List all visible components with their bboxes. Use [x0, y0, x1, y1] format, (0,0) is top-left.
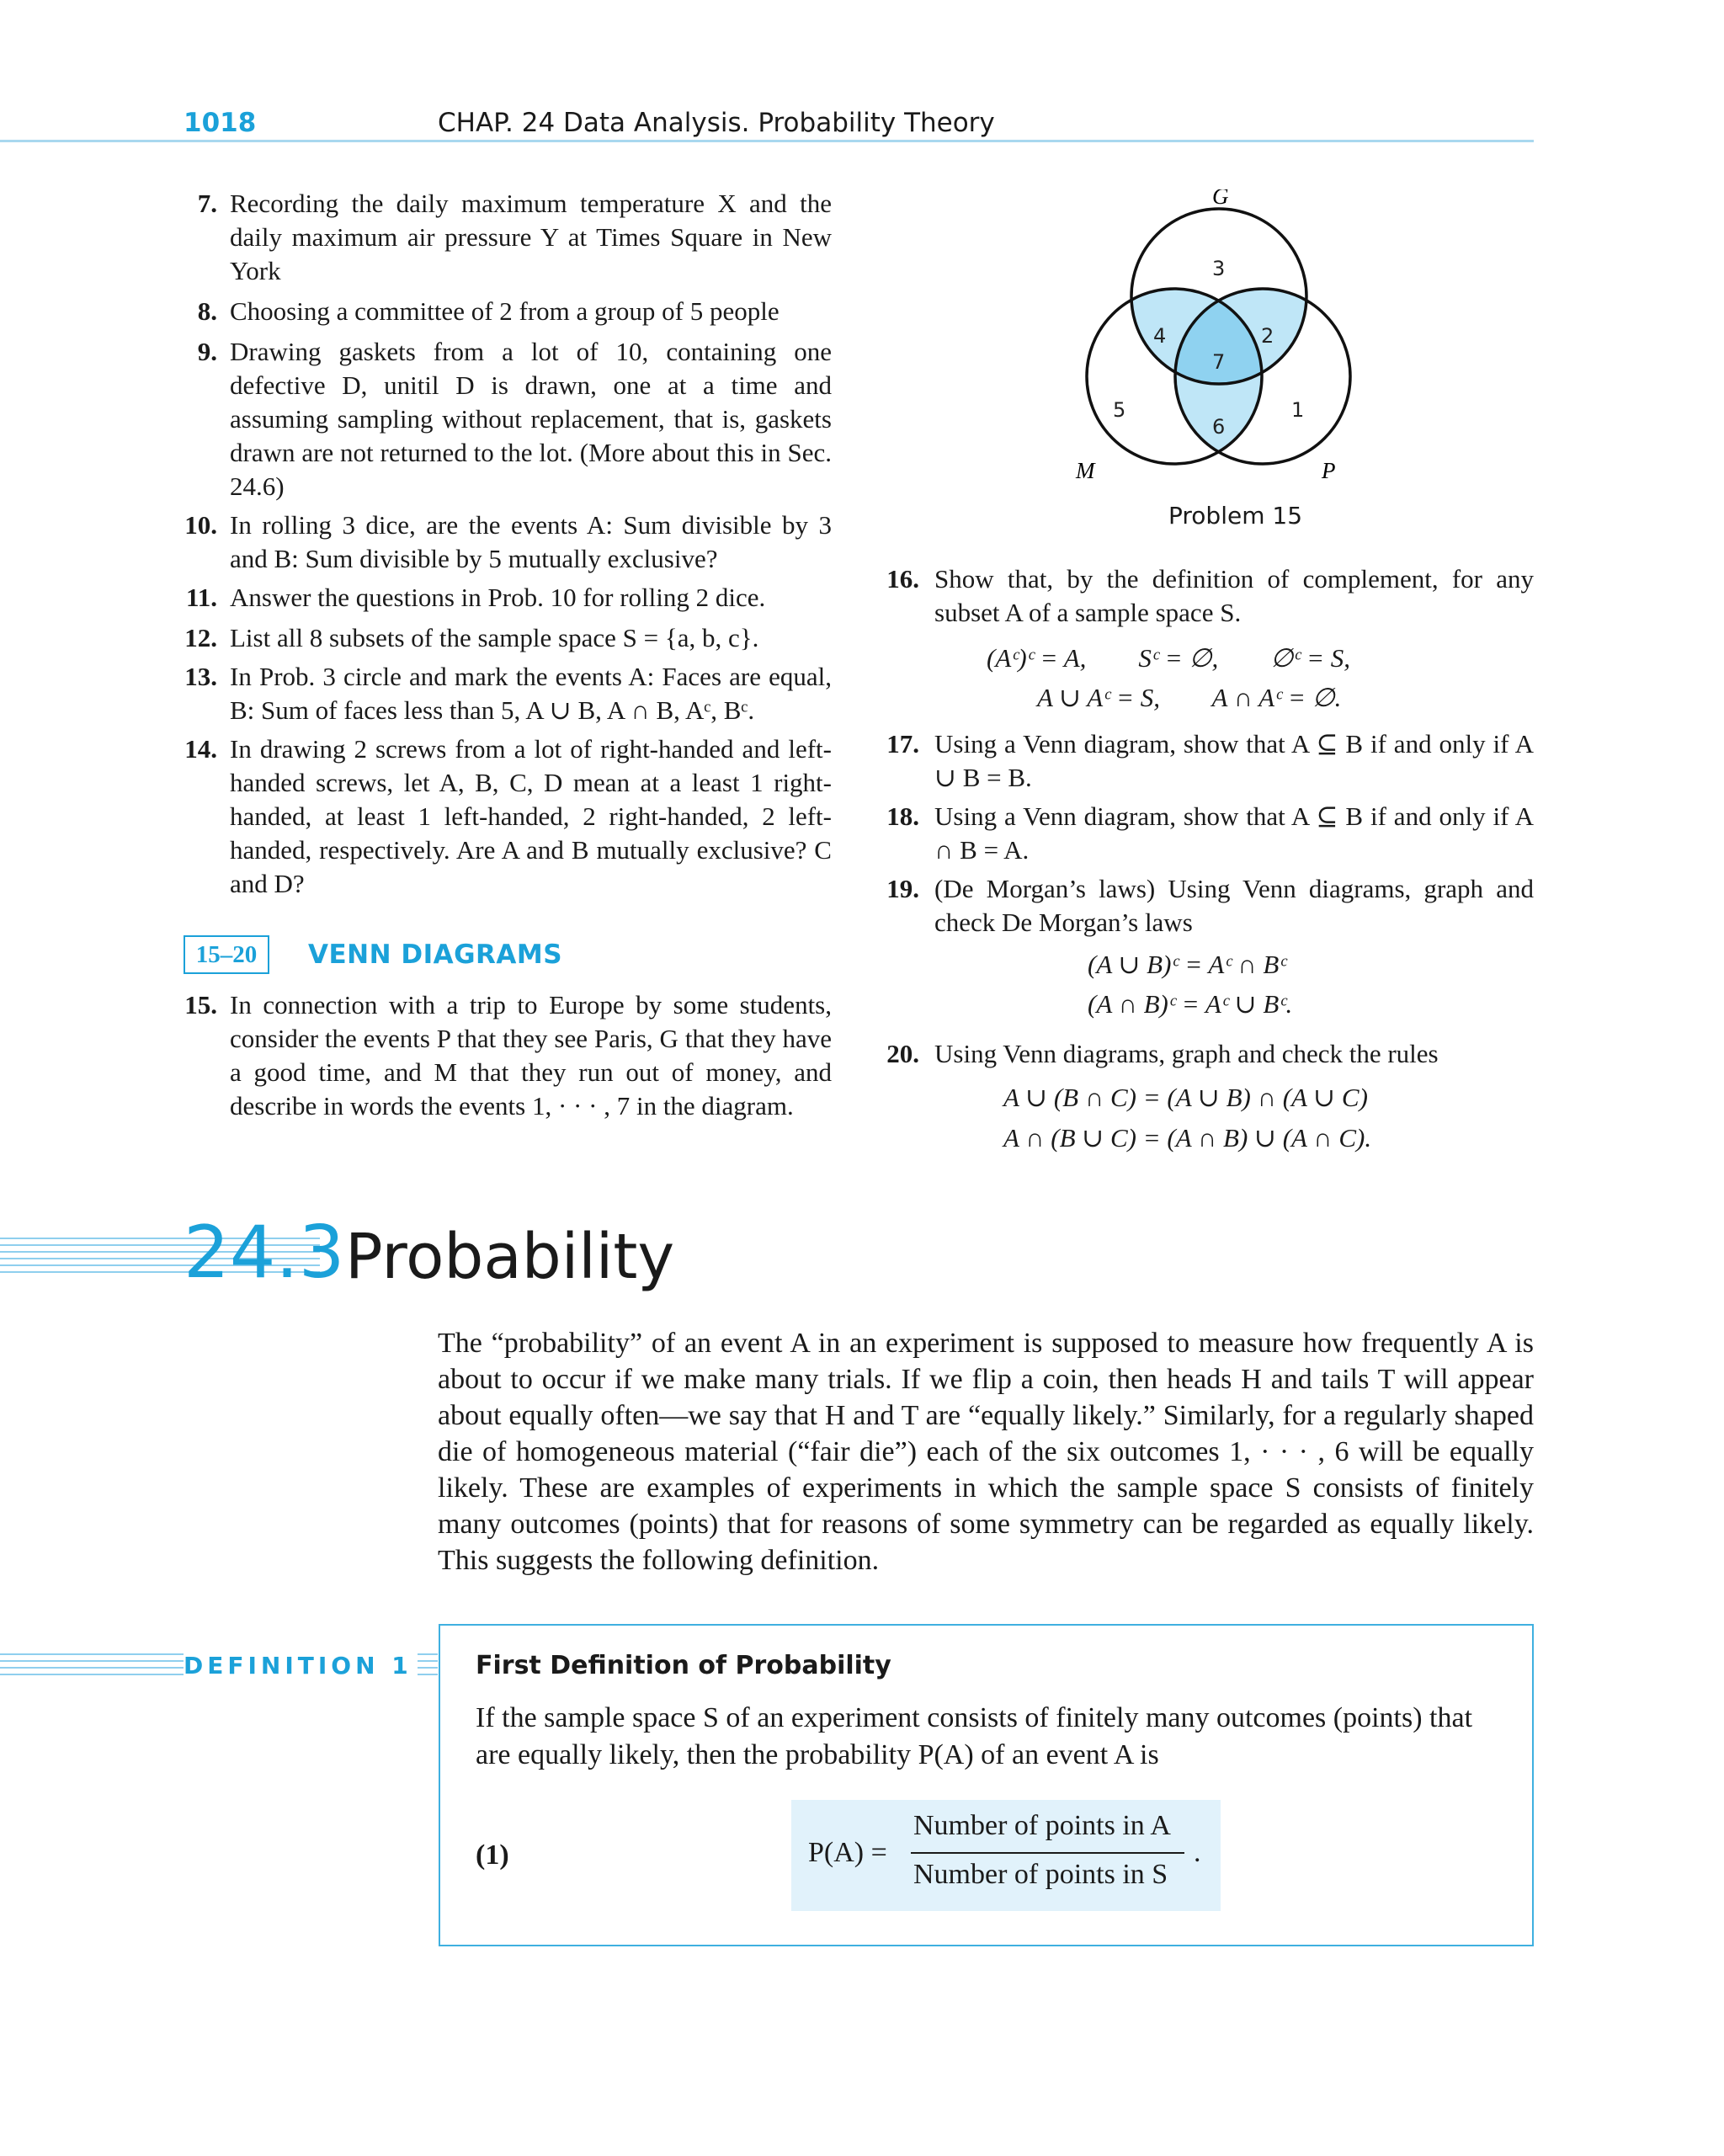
problem-14: 14. In drawing 2 screws from a lot of right-handed and left-handed screws, let A, B, C, D mean at a least 1 right-handed, at least 1 left-handed, 2 right-handed, 2 left-handed, respectively. Are A and B mutually exclusive? C and D? [167, 732, 832, 901]
region-label-3: 3 [1212, 257, 1226, 280]
problem-8: 8. Choosing a committee of 2 from a group of 5 people [167, 295, 832, 328]
problem-text: Using Venn diagrams, graph and check the rules [934, 1039, 1439, 1068]
problem-text: Recording the daily maximum temperature X and the daily maximum air pressure Y at Times Square in New York [230, 189, 832, 285]
problem-text: Choosing a committee of 2 from a group of 5 people [230, 296, 780, 326]
region-label-1: 1 [1291, 398, 1305, 422]
equation-19b: (A ∩ B)ᶜ = Aᶜ ∪ Bᶜ. [1088, 989, 1293, 1019]
body-paragraph: The “probability” of an event A in an experiment is supposed to measure how frequently A is about to occur if we make many trials. If we flip a coin, then heads H and tails T will appear about equally often—we say that H and T are “equally likely.” Similarly, for a regularly shaped die of homogeneous material (“fair die”) each of the six outcomes 1, · · · , 6 will be equally likely. These are examples of experiments in which the sample space S consists of finitely many outcomes (points) that for reasons of some symmetry can be regarded as equally likely. This suggests the following definition. [438, 1328, 1534, 1576]
problem-text: (De Morgan’s laws) Using Venn diagrams, graph and check De Morgan’s laws [934, 874, 1534, 937]
formula-denominator: Number of points in S [913, 1859, 1168, 1890]
definition-label: DEFINITION 1 [184, 1652, 418, 1680]
equation-20a: A ∪ (B ∩ C) = (A ∪ B) ∩ (A ∪ C) [1003, 1083, 1368, 1112]
definition-text: If the sample space S of an experiment consists of finitely many outcomes (points) that are equally likely, then the probability P(A) of an event A is [476, 1702, 1473, 1770]
problem-18: 18. Using a Venn diagram, show that A ⊆ B if and only if A ∩ B = A. [874, 800, 1534, 867]
problem-9: 9. Drawing gaskets from a lot of 10, containing one defective D, unitil D is drawn, one at a time and assuming sampling without replacement, that is, gaskets drawn are not returned to the lot. (More about this in Sec. 24.6) [167, 335, 832, 503]
section-range: 15–20 [184, 935, 269, 974]
equation-number: (1) [476, 1839, 509, 1871]
region-label-5: 5 [1113, 398, 1126, 422]
problem-17: 17. Using a Venn diagram, show that A ⊆ B if and only if A ∪ B = B. [874, 727, 1534, 795]
problem-text: Using a Venn diagram, show that A ⊆ B if and only if A ∩ B = A. [934, 801, 1534, 865]
equation-20b: A ∩ (B ∪ C) = (A ∩ B) ∪ (A ∩ C). [1003, 1123, 1372, 1153]
region-label-7: 7 [1212, 350, 1226, 374]
problem-13: 13. In Prob. 3 circle and mark the events A: Faces are equal, B: Sum of faces less than 5, A ∪ B, A ∩ B, Aᶜ, Bᶜ. [167, 660, 832, 727]
label-m: M [1076, 458, 1095, 483]
formula-period: . [1194, 1837, 1201, 1868]
label-p: P [1322, 458, 1336, 483]
section-title: VENN DIAGRAMS [308, 940, 563, 970]
chapter-title: CHAP. 24 Data Analysis. Probability Theory [438, 108, 995, 138]
probability-formula [791, 1800, 1221, 1911]
problem-20: 20. Using Venn diagrams, graph and check the rules [874, 1037, 1534, 1071]
region-label-6: 6 [1212, 415, 1226, 439]
problem-11: 11. Answer the questions in Prob. 10 for rolling 2 dice. [167, 581, 832, 615]
page-number: 1018 [184, 108, 257, 138]
section-number: 24.3 [184, 1211, 345, 1295]
formula-lhs: P(A) = [808, 1837, 887, 1868]
equation-19a: (A ∪ B)ᶜ = Aᶜ ∩ Bᶜ [1088, 950, 1286, 979]
venn-diagram [1069, 189, 1364, 501]
problem-text: In rolling 3 dice, are the events A: Sum divisible by 3 and B: Sum divisible by 5 mutually exclusive? [230, 510, 832, 573]
region-label-2: 2 [1261, 324, 1274, 348]
equation-16b: A ∪ Aᶜ = S, A ∩ Aᶜ = ∅. [1037, 683, 1342, 712]
equation-16a: (Aᶜ)ᶜ = A, Sᶜ = ∅, ∅ᶜ = S, [987, 643, 1351, 673]
problem-7: 7. Recording the daily maximum temperature X and the daily maximum air pressure Y at Times Square in New York [167, 187, 832, 288]
problem-19: 19. (De Morgan’s laws) Using Venn diagrams, graph and check De Morgan’s laws [874, 872, 1534, 940]
running-header [0, 101, 1532, 143]
figure-caption: Problem 15 [1168, 502, 1303, 530]
section-heading: Probability [345, 1221, 675, 1293]
label-g: G [1212, 189, 1229, 209]
definition-box [439, 1624, 1534, 1946]
problem-text: List all 8 subsets of the sample space S = {a, b, c}. [230, 623, 759, 652]
region-label-4: 4 [1153, 324, 1167, 348]
problem-text: Using a Venn diagram, show that A ⊆ B if and only if A ∪ B = B. [934, 729, 1534, 792]
problem-text: Show that, by the definition of complement, for any subset A of a sample space S. [934, 564, 1534, 627]
formula-numerator: Number of points in A [913, 1810, 1171, 1841]
definition-title: First Definition of Probability [476, 1651, 891, 1680]
problem-16: 16. Show that, by the definition of complement, for any subset A of a sample space S. [874, 562, 1534, 630]
problem-10: 10. In rolling 3 dice, are the events A: Sum divisible by 3 and B: Sum divisible by 5 mutually exclusive? [167, 508, 832, 576]
problem-text: In connection with a trip to Europe by some students, consider the events P that they see Paris, G that they have a good time, and M that they run out of money, and describe in words the events 1, · · · , 7 in the diagram. [230, 990, 832, 1121]
problem-text: In Prob. 3 circle and mark the events A: Faces are equal, B: Sum of faces less than 5, A ∪ B, A ∩ B, Aᶜ, Bᶜ. [230, 662, 832, 725]
problem-text: In drawing 2 screws from a lot of right-handed and left-handed screws, let A, B, C, D mean at a least 1 right-handed, at least 1 left-handed, 2 right-handed, 2 left-handed, respectively. Are A and B mutually exclusive? C and D? [230, 734, 832, 898]
problem-15: 15. In connection with a trip to Europe by some students, consider the events P that they see Paris, G that they have a good time, and M that they run out of money, and describe in words the events 1, · · · , 7 in the diagram. [167, 988, 832, 1157]
problem-12: 12. List all 8 subsets of the sample space S = {a, b, c}. [167, 621, 832, 655]
header-rule [0, 140, 1534, 142]
fraction-bar [911, 1852, 1184, 1854]
problem-text: Drawing gaskets from a lot of 10, containing one defective D, unitil D is drawn, one at a time and assuming sampling without replacement, that is, gaskets drawn are not returned to the lot. (More about this in Sec. 24.6) [230, 337, 832, 501]
problem-text: Answer the questions in Prob. 10 for rolling 2 dice. [230, 583, 766, 612]
